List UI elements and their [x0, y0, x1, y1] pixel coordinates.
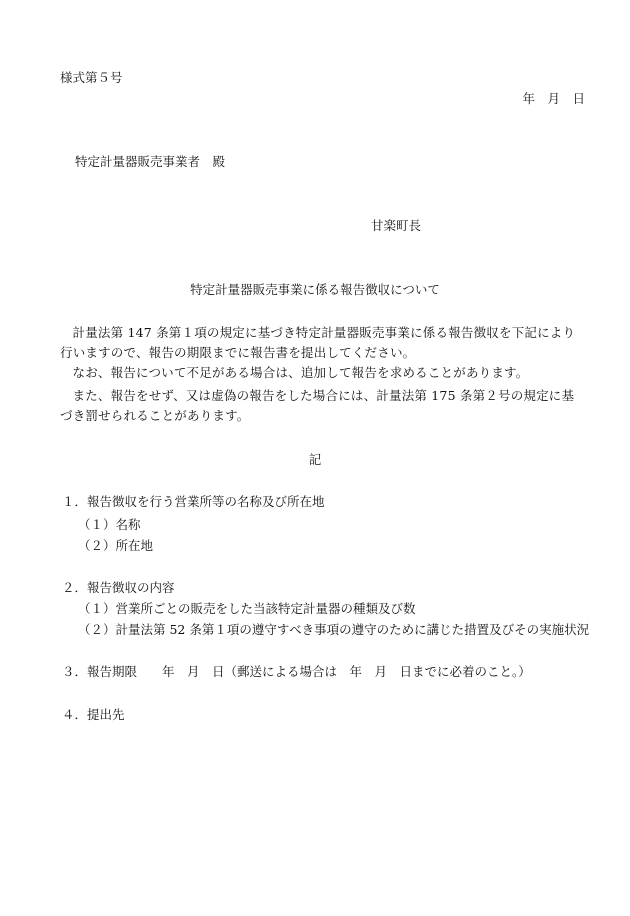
section-2-heading: ２．報告徴収の内容 — [62, 580, 175, 595]
section-1-item-2: （２）所在地 — [78, 538, 154, 553]
section-1-heading: １．報告徴収を行う営業所等の名称及び所在地 — [62, 494, 325, 509]
addressee: 特定計量器販売事業者 殿 — [75, 154, 226, 169]
document-title: 特定計量器販売事業に係る報告徴収について — [190, 282, 440, 297]
section-4-heading: ４．提出先 — [62, 707, 125, 722]
ki-heading: 記 — [308, 452, 322, 467]
section-2-item-1: （１）営業所ごとの販売をした当該特定計量器の種類及び数 — [78, 601, 416, 616]
form-number: 様式第５号 — [60, 70, 123, 85]
body-paragraph-2: なお、報告について不足がある場合は、追加して報告を求めることがあります。 — [72, 365, 529, 380]
section-3-heading: ３．報告期限 年 月 日（郵送による場合は 年 月 日までに必着のこと。） — [62, 664, 531, 679]
sender: 甘楽町長 — [371, 218, 422, 233]
section-1-item-1: （１）名称 — [78, 517, 141, 532]
body-paragraph-1: 計量法第 147 条第１項の規定に基づき特定計量器販売事業に係る報告徴収を下記により行いますので、報告の期限までに報告書を提出してください。 — [60, 325, 576, 360]
section-2-item-2: （２）計量法第 52 条第１項の遵守すべき事項の遵守のために講じた措置及びその実施状況 — [78, 622, 590, 637]
date-line: 年 月 日 — [522, 91, 585, 106]
body-paragraph-3: また、報告をせず、又は虚偽の報告をした場合には、計量法第 175 条第２号の規定に基づき罰せられることがあります。 — [60, 388, 575, 423]
